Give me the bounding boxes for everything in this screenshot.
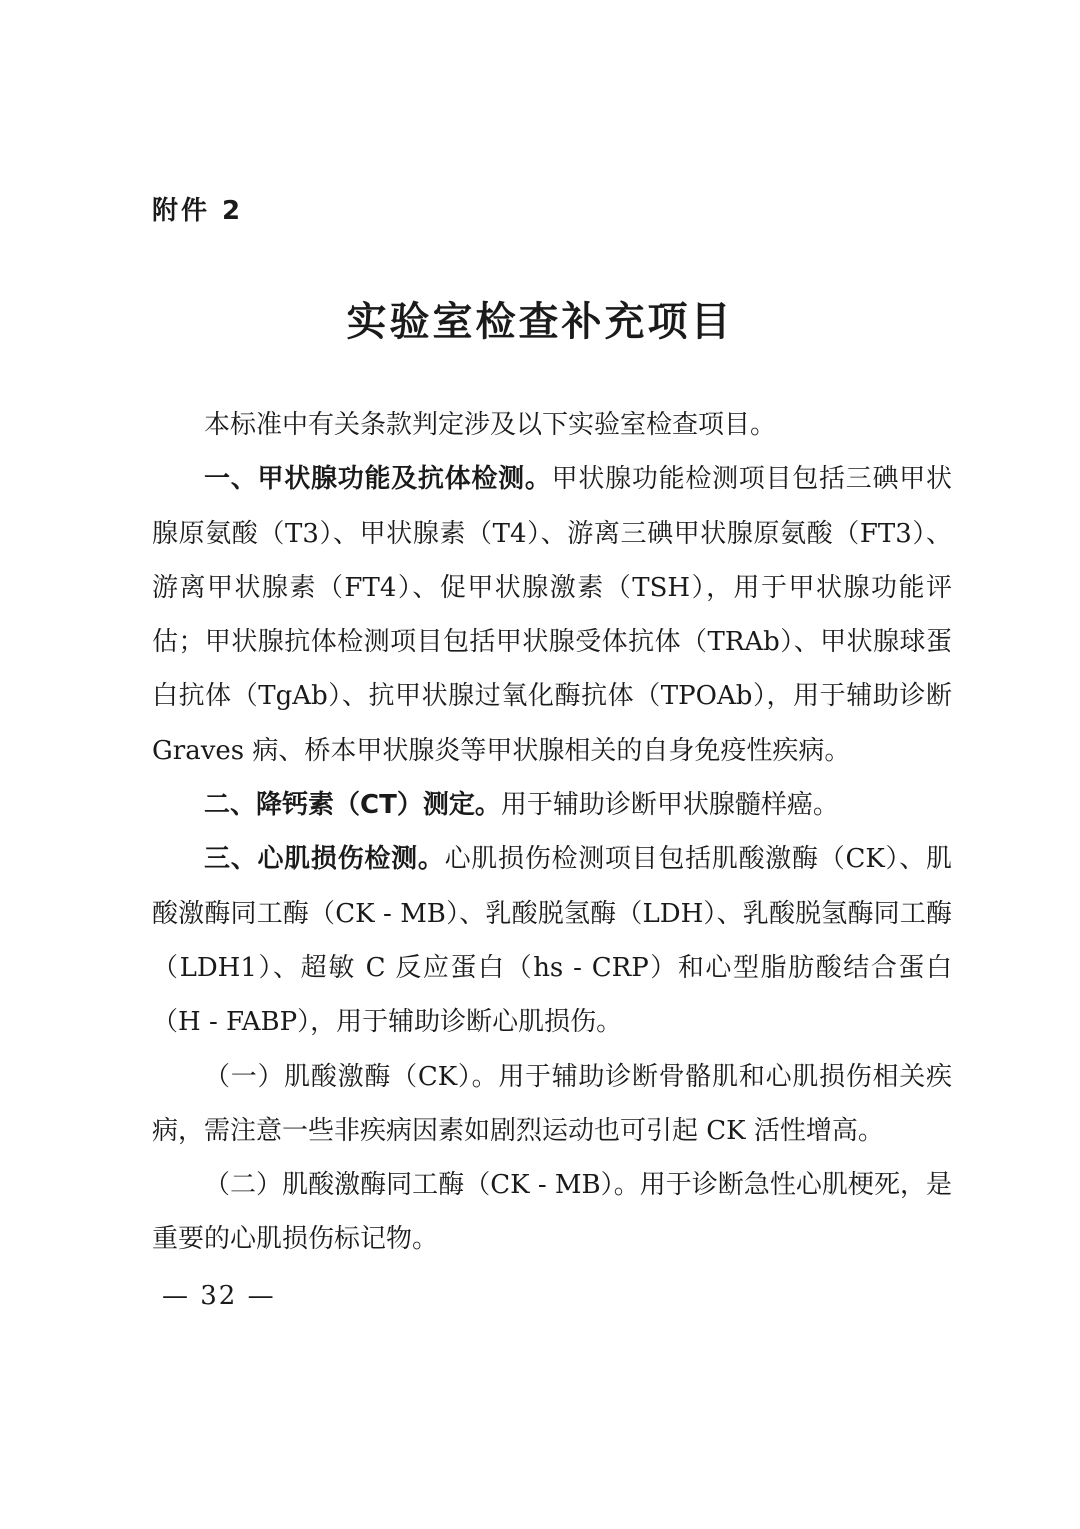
section-myocardial [152,832,952,1049]
page-title: 实验室检查补充项目 [346,298,734,345]
attachment-label: 附件 2 [152,196,244,226]
subsection-heading: （二）肌酸激酶同工酶（CK - MB）。 [204,1170,640,1201]
page-number: — 32 — [162,1281,276,1311]
intro-paragraph: 本标准中有关条款判定涉及以下实验室检查项目。 [204,410,777,440]
subsection-text: 用于诊断急性心肌梗死，是重要的心肌损伤标记物。 [152,1170,952,1255]
subsection-ck-mb [152,1158,952,1267]
section-heading: 二、降钙素（CT）测定。 [204,790,501,821]
document-body [152,398,952,1267]
section-heading: 三、心肌损伤检测。 [204,844,445,875]
subsection-ck [152,1050,952,1159]
section-text: 甲状腺功能检测项目包括三碘甲状腺原氨酸（T3）、甲状腺素（T4）、游离三碘甲状腺原氨酸（FT3）、游离甲状腺素（FT4）、促甲状腺激素（TSH），用于甲状腺功能评估；甲状腺抗体检测项目包括甲状腺受体抗体（TRAb）、甲状腺球蛋白抗体（TgAb）、抗甲状腺过氧化酶抗体（TPOAb），用于辅助诊断 Graves 病、桥本甲状腺炎等甲状腺相关的自身免疫性疾病。 [152,464,952,766]
section-calcitonin [152,778,952,832]
subsection-text: 用于辅助诊断骨骼肌和心肌损伤相关疾病，需注意一些非疾病因素如剧烈运动也可引起 CK 活性增高。 [152,1061,952,1146]
subsection-heading: （一）肌酸激酶（CK）。 [204,1061,499,1092]
section-heading: 一、甲状腺功能及抗体检测。 [204,464,552,495]
section-thyroid [152,452,952,778]
section-text: 心肌损伤检测项目包括肌酸激酶（CK）、肌酸激酶同工酶（CK - MB）、乳酸脱氢酶（LDH）、乳酸脱氢酶同工酶（LDH1）、超敏 C 反应蛋白（hs - CRP）和心型脂肪酸结合蛋白（H - FABP），用于辅助诊断心肌损伤。 [152,844,952,1038]
section-text: 用于辅助诊断甲状腺髓样癌。 [500,790,839,821]
